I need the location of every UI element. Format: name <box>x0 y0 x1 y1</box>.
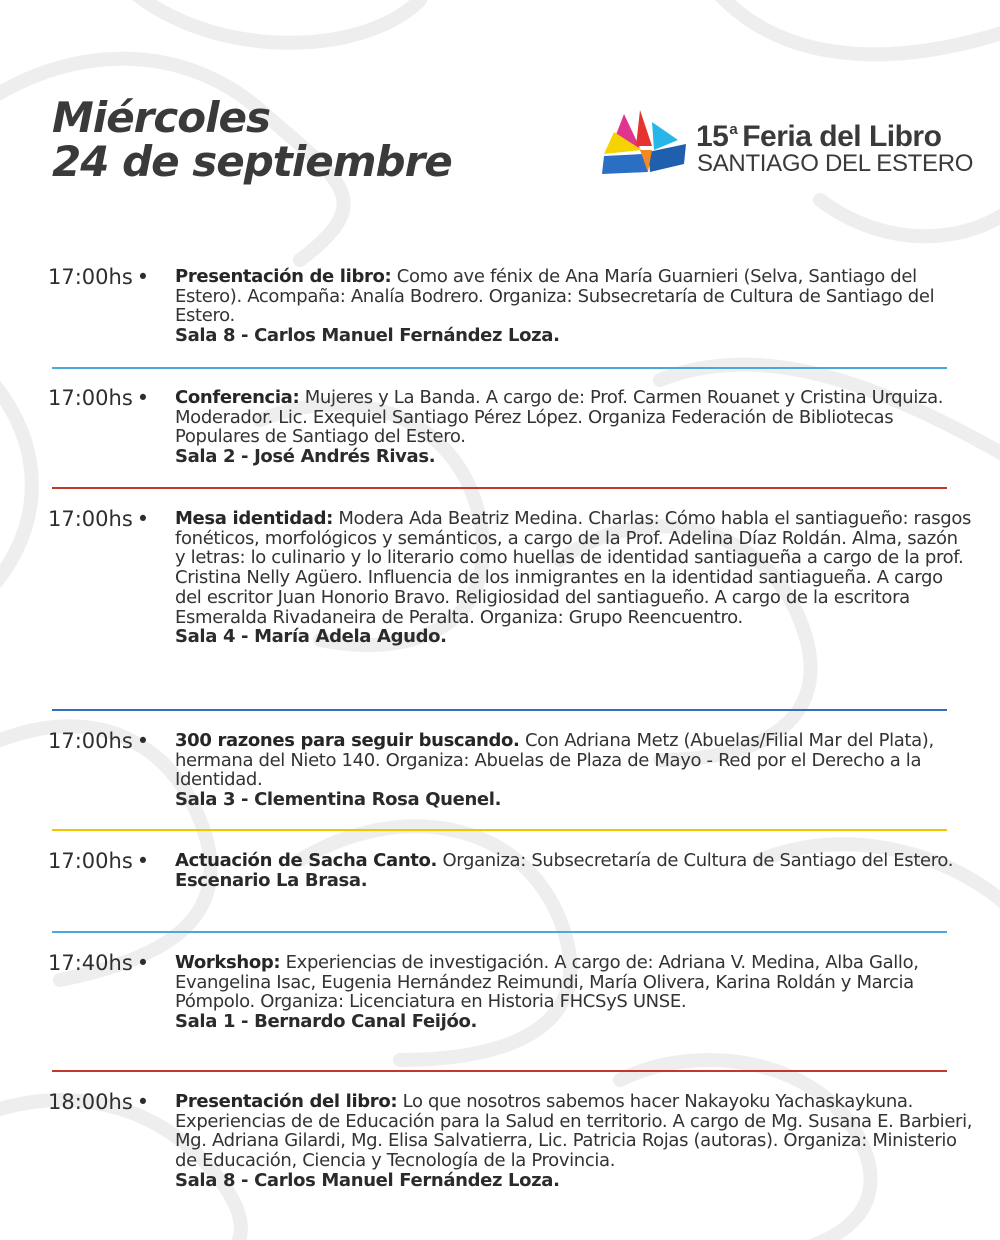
event-title: Presentación de libro: <box>175 266 392 287</box>
event-text: Experiencias de investigación. A cargo de: Adriana V. Medina, Alba Gallo, Evangelina Isac, Eugenia Hernández Reimundi, María Olivera, Karina Roldán y Marcia Pómpolo. Organiza: Licenciatura en Historia FHCSyS UNSE. <box>175 952 919 1013</box>
event-venue: Sala 4 - María Adela Agudo. <box>175 626 447 648</box>
event-venue: Sala 1 - Bernardo Canal Feijóo. <box>175 1011 477 1033</box>
logo-name: Feria del Libro <box>742 120 942 153</box>
separator-line <box>52 1070 947 1072</box>
separator-line <box>52 709 947 711</box>
event-title: Mesa identidad: <box>175 508 333 529</box>
book-logo-icon <box>600 110 692 180</box>
event-text: Modera Ada Beatriz Medina. Charlas: Cómo habla el santiagueño: rasgos fonéticos, morfológicos y semánticos, a cargo de la Prof. Adelina Díaz Roldán. Alma, sazón y letras: lo culinario y lo literario como huellas de identidad santiagueña a cargo de la prof. Cristina Nelly Agüero. Influencia de los inmigrantes en la identidad santiagueña. A cargo del escritor Juan Honorio Bravo. Religiosidad del santiagueño. A cargo de la escritora Esmeralda Rivadaneira de Peralta. Organiza: Grupo Reencuentro. <box>175 508 972 628</box>
event-description <box>175 1092 973 1191</box>
logo-edition-sup: a <box>729 121 738 138</box>
event-text: Lo que nosotros sabemos hacer Nakayoku Yachaskaykuna. Experiencias de de Educación para la Salud en territorio. A cargo de Mg. Susana E. Barbieri, Mg. Adriana Gilardi, Mg. Elisa Salvatierra, Lic. Patricia Rojas (autoras). Organiza: Ministerio de Educación, Ciencia y Tecnología de la Provincia. <box>175 1091 973 1172</box>
event-title: Workshop: <box>175 952 281 973</box>
event-time: 17:00hs • <box>48 507 150 531</box>
logo-title <box>696 112 941 155</box>
event-text: Como ave fénix de Ana María Guarnieri (Selva, Santiago del Estero). Acompaña: Analía Bodrero. Organiza: Subsecretaría de Cultura de Santiago del Estero. <box>175 266 935 327</box>
page-title <box>52 93 452 186</box>
title-weekday: Miércoles <box>52 93 271 142</box>
event-time: 17:00hs • <box>48 265 150 289</box>
event-venue: Escenario La Brasa. <box>175 869 368 891</box>
title-date: 24 de septiembre <box>52 137 452 186</box>
event-venue: Sala 3 - Clementina Rosa Quenel. <box>175 789 502 811</box>
feria-logo <box>600 110 974 182</box>
event-description <box>175 851 973 890</box>
separator-line <box>52 367 947 369</box>
event-time: 17:00hs • <box>48 386 150 410</box>
event-title: 300 razones para seguir buscando. <box>175 730 520 751</box>
event-title: Presentación del libro: <box>175 1091 398 1112</box>
logo-city: SANTIAGO DEL ESTERO <box>697 150 974 177</box>
logo-edition-number: 15 <box>696 120 729 153</box>
event-time: 18:00hs • <box>48 1090 150 1114</box>
separator-line <box>52 487 947 489</box>
event-text: Mujeres y La Banda. A cargo de: Prof. Carmen Rouanet y Cristina Urquiza. Moderador. Lic. Exequiel Santiago Pérez López. Organiza Federación de Bibliotecas Populares de Santiago del Estero. <box>175 387 944 448</box>
event-venue: Sala 8 - Carlos Manuel Fernández Loza. <box>175 325 560 347</box>
event-time: 17:00hs • <box>48 729 150 753</box>
separator-line <box>52 931 947 933</box>
event-time: 17:40hs • <box>48 951 150 975</box>
event-time: 17:00hs • <box>48 849 150 873</box>
event-description <box>175 731 973 810</box>
event-description <box>175 509 973 647</box>
event-title: Actuación de Sacha Canto. <box>175 850 438 871</box>
event-description <box>175 267 973 346</box>
event-description <box>175 953 973 1032</box>
event-text: Organiza: Subsecretaría de Cultura de Santiago del Estero. <box>442 850 954 871</box>
separator-line <box>52 829 947 831</box>
event-description <box>175 388 973 467</box>
event-text: Con Adriana Metz (Abuelas/Filial Mar del Plata), hermana del Nieto 140. Organiza: Abuelas de Plaza de Mayo - Red por el Derecho a la Identidad. <box>175 730 934 791</box>
event-venue: Sala 2 - José Andrés Rivas. <box>175 446 436 468</box>
event-venue: Sala 8 - Carlos Manuel Fernández Loza. <box>175 1169 560 1191</box>
event-title: Conferencia: <box>175 387 300 408</box>
